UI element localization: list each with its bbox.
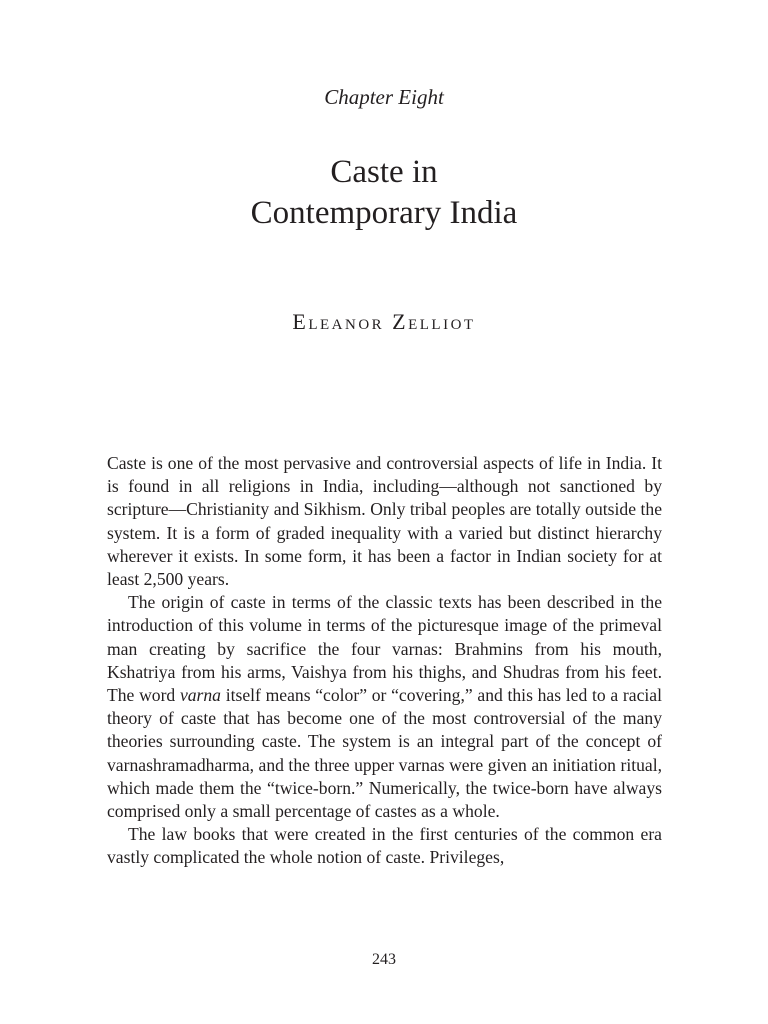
chapter-title-line-1: Caste in bbox=[330, 154, 438, 190]
chapter-title-line-2: Contemporary India bbox=[250, 195, 518, 231]
chapter-title bbox=[0, 152, 768, 234]
paragraph-2-part-2: itself means “color” or “covering,” and this has led to a racial theory of caste that has become one of the most controversial of the many theories surrounding caste. The system is an integral part of the concept of varnashramadharma, and the three upper varnas were given an initiation ritual, which made them the “twice-born.” Numerically, the twice-born have always comprised only a small percentage of castes as a whole. bbox=[107, 685, 662, 822]
paragraph-3: The law books that were created in the first centuries of the common era vastly complicated the whole notion of caste. Privileges, bbox=[107, 824, 662, 868]
paragraph-2 bbox=[107, 591, 662, 823]
body-text bbox=[107, 452, 662, 870]
paragraph-2-part-1: The origin of caste in terms of the classic texts has been described in the introduction of this volume in terms of the picturesque image of the primeval man creating by sacrifice the four varnas: Brahmins from his mouth, Kshatriya from his arms, Vaishya from his thighs, and Shudras from his feet. The word bbox=[107, 592, 662, 706]
italic-term-varna: varna bbox=[179, 685, 221, 706]
chapter-label: Chapter Eight bbox=[324, 85, 444, 109]
author-name: Eleanor Zelliot bbox=[292, 309, 476, 334]
paragraph-1: Caste is one of the most pervasive and controversial aspects of life in India. It is found in all religions in India, including—although not sanctioned by scripture—Christianity and Sikhism. Only tribal peoples are totally outside the system. It is a form of graded inequality with a varied but distinct hierarchy wherever it exists. In some form, it has been a factor in Indian society for at least 2,500 years. bbox=[107, 453, 662, 590]
page-number: 243 bbox=[372, 951, 396, 968]
